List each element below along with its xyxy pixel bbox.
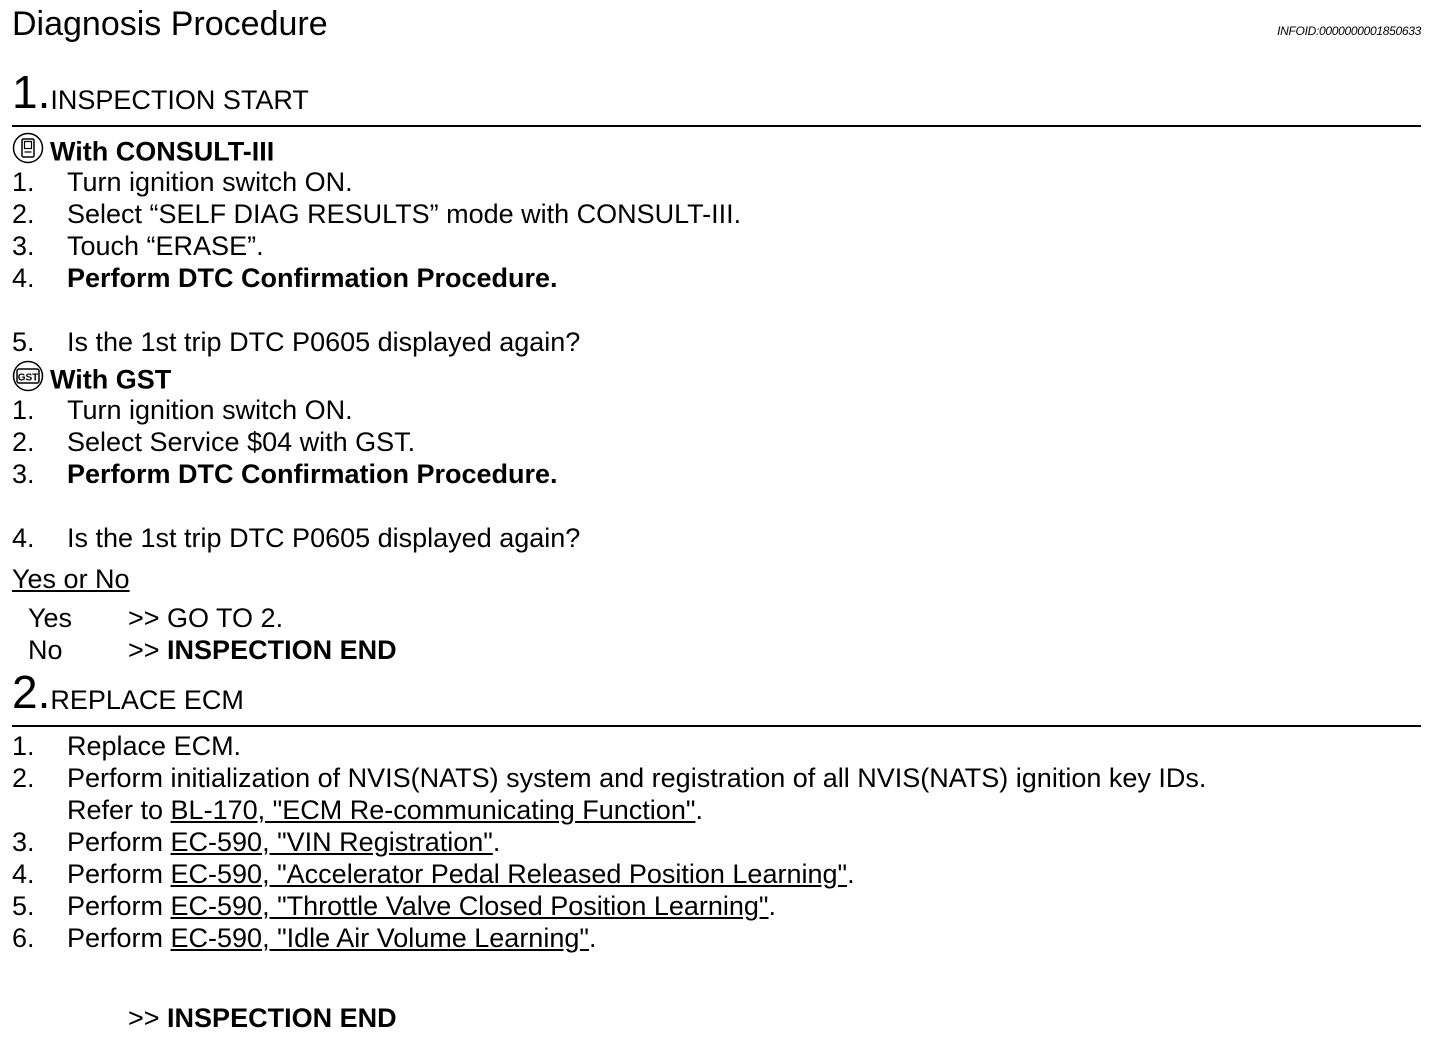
gst-step-3: 3. Perform DTC Confirmation Procedure.	[12, 459, 558, 489]
step-2-number: 2.	[12, 666, 51, 718]
no-label: No	[28, 635, 63, 665]
svg-text:GST: GST	[17, 372, 39, 384]
consult-step-5: 5. Is the 1st trip DTC P0605 displayed again?	[12, 327, 581, 357]
step-1-title: INSPECTION START	[50, 85, 309, 115]
ecm-step-5: 5. Perform EC-590, "Throttle Valve Closed Position Learning".	[12, 891, 777, 921]
gst-step-2: 2. Select Service $04 with GST.	[12, 427, 416, 457]
yes-or-no-label: Yes or No	[12, 564, 130, 594]
step-2-divider	[12, 725, 1421, 727]
step-1-header	[12, 68, 309, 116]
ecm-step-2: 2. Perform initialization of NVIS(NATS) system and registration of all NVIS(NATS) ignition key IDs.	[12, 763, 1207, 793]
step-2-result: >> INSPECTION END	[128, 1003, 397, 1033]
inspection-end: INSPECTION END	[167, 1003, 397, 1033]
no-row: No >> INSPECTION END	[28, 635, 397, 665]
link-accelerator-pedal-learning[interactable]: EC-590, "Accelerator Pedal Released Position Learning"	[170, 859, 848, 889]
consult-step-3: 3. Touch “ERASE”.	[12, 231, 264, 261]
ecm-step-4: 4. Perform EC-590, "Accelerator Pedal Released Position Learning".	[12, 859, 855, 889]
step-2-header	[12, 668, 244, 716]
yes-result: >> GO TO 2.	[128, 603, 284, 633]
ecm-step-1: 1. Replace ECM.	[12, 731, 242, 761]
consult-step-4: 4. Perform DTC Confirmation Procedure.	[12, 263, 558, 293]
page-title: Diagnosis Procedure	[12, 5, 328, 43]
ecm-step-2-reference: Refer to BL-170, "ECM Re-communicating Function".	[67, 795, 703, 825]
link-bl-170[interactable]: BL-170, "ECM Re-communicating Function"	[170, 795, 696, 825]
gst-heading-label: With GST	[50, 364, 172, 395]
yes-label: Yes	[28, 603, 73, 633]
yes-row	[28, 602, 283, 634]
ecm-step-6: 6. Perform EC-590, "Idle Air Volume Learning".	[12, 923, 597, 953]
step-1-number: 1.	[12, 66, 51, 118]
gst-step-4: 4. Is the 1st trip DTC P0605 displayed again?	[12, 523, 581, 553]
gst-step-1: 1. Turn ignition switch ON.	[12, 395, 353, 425]
step-1-divider	[12, 125, 1421, 127]
info-id: INFOID:0000000001850633	[1277, 24, 1421, 38]
consult-step-2: 2. Select “SELF DIAG RESULTS” mode with CONSULT-III.	[12, 199, 742, 229]
link-throttle-valve-learning[interactable]: EC-590, "Throttle Valve Closed Position Learning"	[170, 891, 769, 921]
ecm-step-3: 3. Perform EC-590, "VIN Registration".	[12, 827, 501, 857]
link-vin-registration[interactable]: EC-590, "VIN Registration"	[170, 827, 493, 857]
consult-step-1: 1. Turn ignition switch ON.	[12, 167, 353, 197]
link-idle-air-volume-learning[interactable]: EC-590, "Idle Air Volume Learning"	[170, 923, 589, 953]
no-result: INSPECTION END	[167, 635, 397, 665]
consult-heading-label: With CONSULT-III	[50, 136, 275, 167]
step-2-title: REPLACE ECM	[50, 685, 244, 715]
